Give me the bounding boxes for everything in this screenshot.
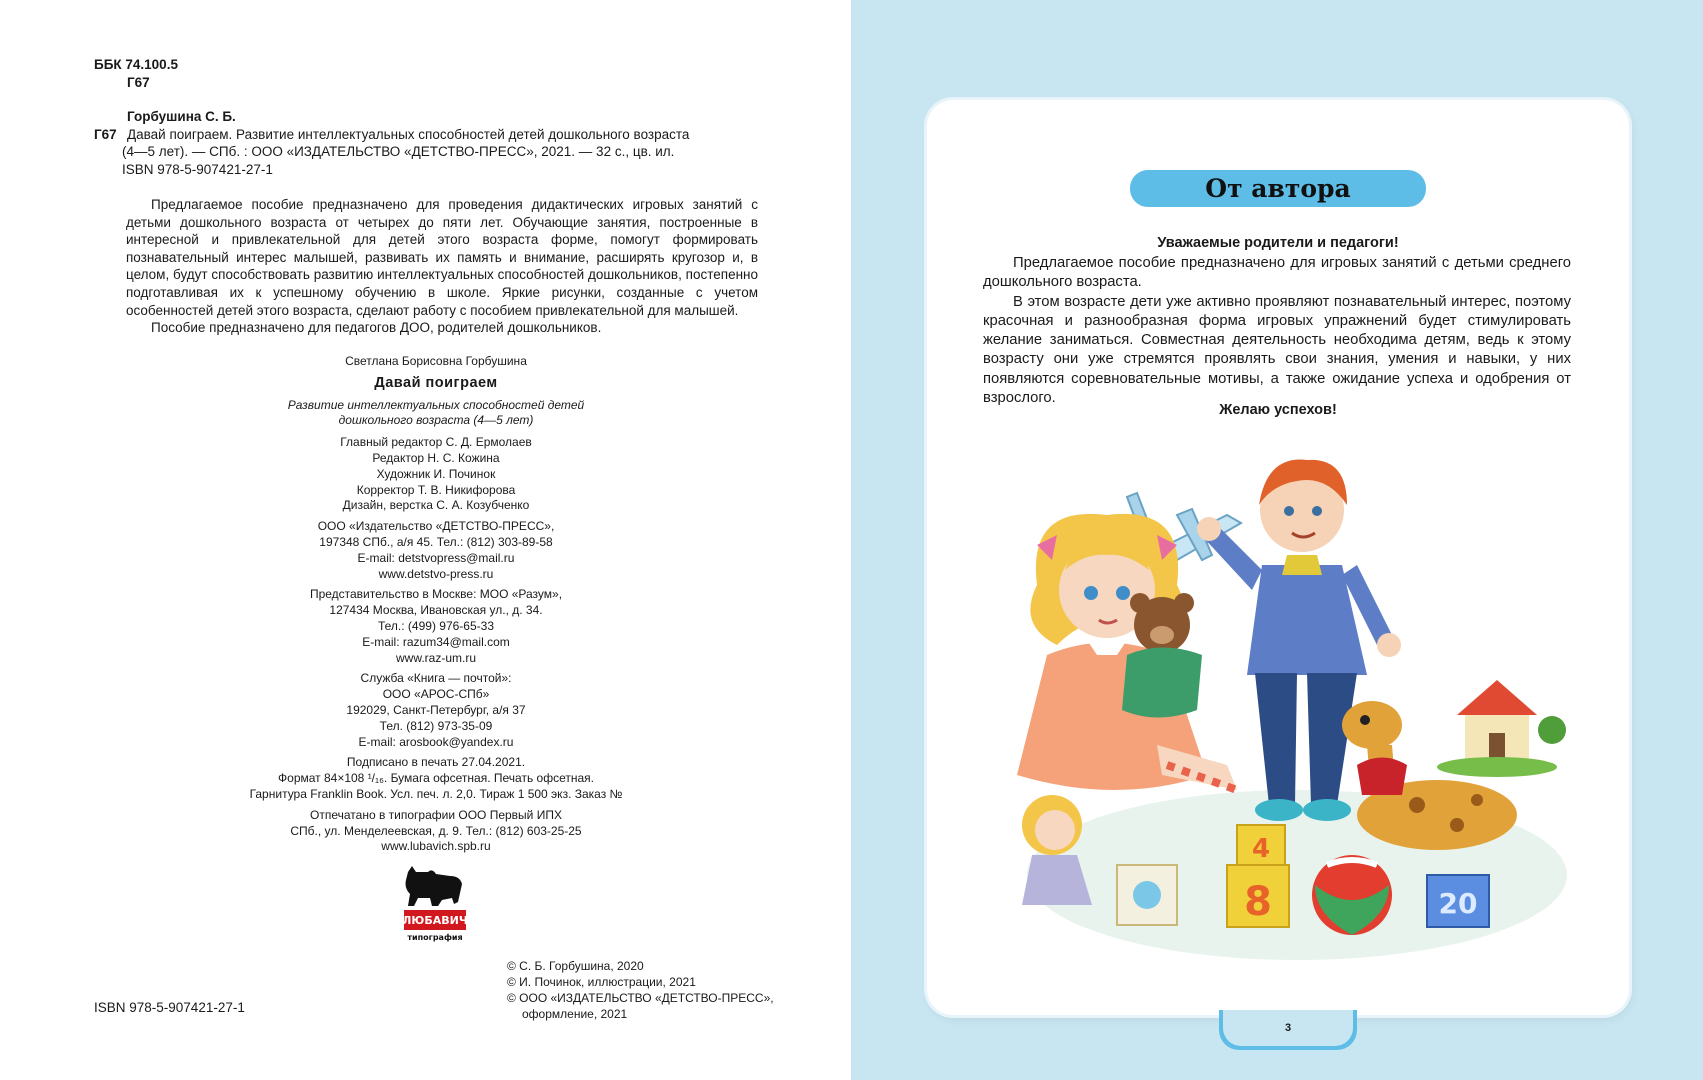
publisher-info [236,519,636,582]
content-card [927,100,1629,1015]
staff-line: Корректор Т. В. Никифорова [356,482,516,497]
author-heading: Горбушина С. Б. [127,109,236,124]
page-number-tab [1219,1010,1357,1050]
body-text [983,254,1571,408]
bbk-code: ББК 74.100.5 [94,57,178,72]
moscow-line: 127434 Москва, Ивановская ул., д. 34. [329,603,543,618]
block-20-icon [1427,875,1489,927]
staff-line: Редактор Н. С. Кожина [372,450,500,465]
staff-line: Дизайн, верстка С. А. Козубченко [342,498,530,513]
moscow-line: E-mail: razum34@mail.com [362,634,510,649]
body-paragraph: Предлагаемое пособие предназначено для игровых занятий с детьми среднего дошкольного возраста. [983,255,1571,291]
copyright-line: © И. Починок, иллюстрации, 2021 [507,975,696,989]
staff-line: Художник И. Починок [376,466,496,481]
entry-isbn: ISBN 978-5-907421-27-1 [122,161,273,177]
copyright-line: © ООО «ИЗДАТЕЛЬСТВО «ДЕТСТВО-ПРЕСС», [507,991,774,1005]
block-4-label: 4 [1251,834,1271,864]
bbk-block [94,56,178,92]
logo-tagline: типография [407,933,463,942]
book-title: Давай поиграем [374,374,498,391]
block-4-icon [1237,825,1285,869]
printer-line: www.lubavich.spb.ru [381,839,491,854]
block-8-label: 8 [1244,879,1272,925]
publisher-line: ООО «Издательство «ДЕТСТВО-ПРЕСС», [317,519,555,534]
imprint [236,354,636,860]
moscow-line: www.raz-um.ru [395,650,476,665]
abstract [126,196,758,337]
right-page [851,0,1703,1080]
body-paragraph: В этом возрасте дети уже активно проявляют познавательный интерес, поэтому красочная и разнообразная форма игровых упражнений будет стимулировать желание заниматься. Совместная деятельность необходима детям, ведь к этому возрасту они уже стремятся проявлять свои знания, умения и навыки, у них появляются соревновательные мотивы, а также ожидание успеха и одобрения от взрослого. [983,293,1571,407]
book-subtitle [236,398,636,430]
moscow-line: Тел.: (499) 976-65-33 [378,618,494,633]
ball-icon [1312,855,1392,935]
greeting: Уважаемые родители и педагоги! [1157,235,1399,251]
section-title: От автора [1130,170,1426,207]
staff-line: Главный редактор С. Д. Ермолаев [340,435,532,450]
entry-continuation: (4—5 лет). — СПб. : ООО «ИЗДАТЕЛЬСТВО «ДЕТСТВО-ПРЕСС», 2021. — 32 с., цв. ил. [122,144,675,159]
print-line: Формат 84×108 ¹/₁₆. Бумага офсетная. Печать офсетная. [278,771,594,786]
toy-house-icon [1437,680,1566,777]
mail-line: Служба «Книга — почтой»: [360,671,512,686]
logo-name: ЛЮБАВИЧ [402,914,468,927]
moscow-office [236,587,636,666]
print-info [236,755,636,802]
subtitle-line: Развитие интеллектуальных способностей детей [287,397,585,412]
publisher-line: E-mail: detstvopress@mail.ru [357,550,515,565]
print-line: Подписано в печать 27.04.2021. [346,755,526,770]
subtitle-line: дошкольного возраста (4—5 лет) [338,413,534,428]
entry [94,126,758,144]
abstract-paragraph: Предлагаемое пособие предназначено для проведения дидактических игровых занятий с детьми дошкольного возраста от четырех до пяти лет. Обучающие занятия, построенные в интересной и привлекательной для детей этого возраста форме, помогут формировать познавательный интерес малышей, развивать их память и внимание, расширять кругозор и, в целом, будут способствовать развитию интеллектуальных способностей дошкольников, постепенно подготавливая их к успешному обучению в школе. Яркие рисунки, созданные с учетом особенностей детей этого возраста, сделают работу с пособием привлекательной для малышей. [126,197,758,318]
lubavich-logo-icon [398,862,472,944]
children-playing-illustration [997,445,1587,975]
printer-line: СПб., ул. Менделеевская, д. 9. Тел.: (812) 603-25-25 [290,823,582,838]
author-code: Г67 [127,75,150,90]
printer-info [236,808,636,855]
moscow-line: Представительство в Москве: МОО «Разум», [309,587,563,602]
abstract-paragraph: Пособие предназначено для педагогов ДОО, родителей дошкольников. [151,320,602,336]
copyright-continuation: оформление, 2021 [522,1007,628,1021]
picture-block-icon [1117,865,1177,925]
print-line: Гарнитура Franklin Book. Усл. печ. л. 2,0. Тираж 1 500 экз. Заказ № [249,786,623,801]
block-20-label: 20 [1438,887,1478,920]
author-full-name: Светлана Борисовна Горбушина [345,354,527,368]
publisher-line: 197348 СПб., а/я 45. Тел.: (812) 303-89-58 [319,534,553,549]
mail-line: E-mail: arosbook@yandex.ru [358,734,514,749]
block-8-icon [1227,865,1289,927]
entry-text: Давай поиграем. Развитие интеллектуальных способностей детей дошкольного возраста [127,126,690,142]
isbn-bottom: ISBN 978-5-907421-27-1 [94,1000,245,1015]
copyrights [507,958,774,1022]
publisher-line: www.detstvo-press.ru [378,566,494,581]
copyright-line: © С. Б. Горбушина, 2020 [507,959,644,973]
mail-service [236,671,636,750]
page-number: 3 [1223,1010,1353,1046]
wish: Желаю успехов! [1219,402,1337,418]
bibliographic-record [94,108,758,178]
entry-code: Г67 [94,126,117,142]
mail-line: ООО «АРОС-СПб» [382,687,490,702]
left-page [0,0,851,1080]
staff-list [236,435,636,514]
mail-line: 192029, Санкт-Петербург, а/я 37 [346,702,526,717]
printer-line: Отпечатано в типографии ООО Первый ИПХ [310,807,562,822]
mail-line: Тел. (812) 973-35-09 [379,718,493,733]
